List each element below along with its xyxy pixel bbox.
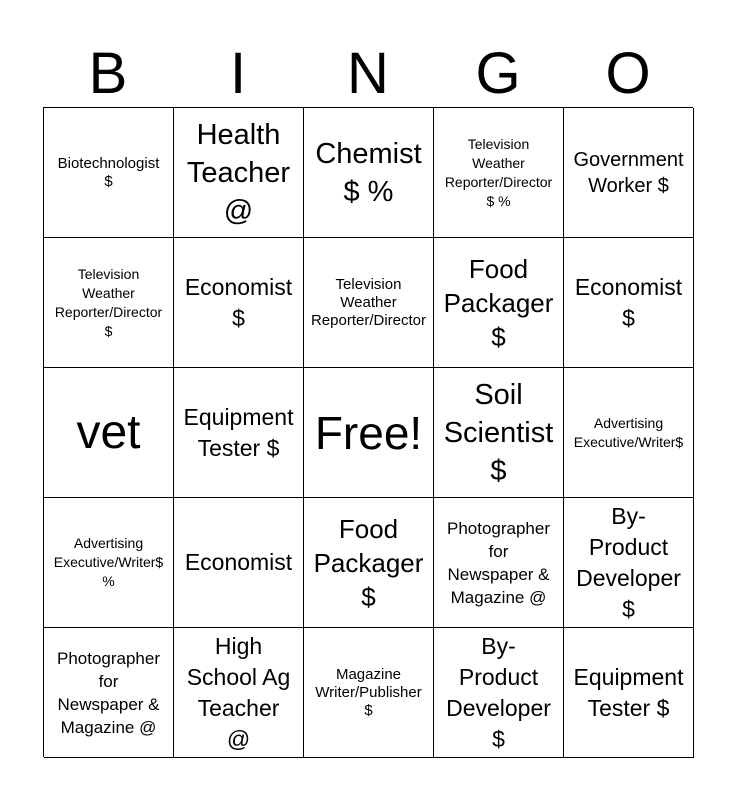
cell-text: Chemist $ % — [315, 137, 422, 208]
bingo-cell[interactable] — [434, 498, 564, 628]
cell-text: By- Product Developer $ — [446, 632, 551, 752]
cell-text: Advertising Executive/Writer$ % — [53, 535, 164, 589]
cell-text: Television Weather Reporter/Director $ — [54, 265, 163, 339]
header-letter-b: B — [88, 41, 128, 106]
cell-text: vet — [76, 405, 141, 459]
cell-text: Health Teacher @ — [186, 118, 291, 227]
bingo-cell[interactable] — [564, 628, 694, 758]
bingo-cell[interactable] — [44, 108, 174, 238]
cell-text: Soil Scientist $ — [443, 378, 554, 487]
cell-text: Magazine Writer/Publisher $ — [315, 665, 422, 719]
cell-text: Economist $ — [574, 273, 683, 331]
bingo-cell[interactable] — [434, 628, 564, 758]
bingo-cell[interactable] — [434, 368, 564, 498]
cell-text: Economist $ — [184, 273, 293, 331]
cell-text: Advertising Executive/Writer$ — [573, 414, 684, 450]
bingo-cell[interactable] — [304, 238, 434, 368]
bingo-cell[interactable] — [174, 368, 304, 498]
bingo-cell[interactable] — [434, 238, 564, 368]
header-letter-n: N — [347, 41, 389, 106]
bingo-cell[interactable] — [434, 108, 564, 238]
header-letter-o: O — [605, 41, 651, 106]
bingo-cell[interactable] — [564, 368, 694, 498]
header-letter-i: I — [229, 41, 247, 106]
bingo-cell[interactable] — [564, 238, 694, 368]
bingo-cell[interactable] — [564, 498, 694, 628]
bingo-cell[interactable] — [44, 628, 174, 758]
bingo-cell[interactable] — [174, 108, 304, 238]
bingo-header — [43, 42, 693, 106]
cell-text: Free! — [314, 406, 423, 459]
bingo-cell[interactable] — [174, 238, 304, 368]
bingo-cell[interactable] — [44, 498, 174, 628]
cell-text: Photographer for Newspaper & Magazine @ — [446, 518, 551, 607]
bingo-cell[interactable] — [304, 498, 434, 628]
free-space[interactable] — [304, 368, 434, 498]
cell-text: Photographer for Newspaper & Magazine @ — [56, 648, 161, 737]
cell-text: Equipment Tester $ — [573, 663, 684, 721]
bingo-cell[interactable] — [564, 108, 694, 238]
header-letter-g: G — [475, 41, 521, 106]
cell-text: Equipment Tester $ — [183, 403, 294, 461]
bingo-card — [43, 107, 693, 757]
cell-text: Economist — [184, 549, 293, 575]
cell-text: Television Weather Reporter/Director $ % — [444, 135, 553, 209]
bingo-cell[interactable] — [174, 628, 304, 758]
bingo-cell[interactable] — [304, 628, 434, 758]
cell-text: High School Ag Teacher @ — [186, 632, 291, 752]
bingo-cell[interactable] — [304, 108, 434, 238]
cell-text: Food Packager $ — [443, 253, 554, 352]
bingo-cell[interactable] — [44, 368, 174, 498]
cell-text: Food Packager $ — [313, 513, 424, 612]
cell-text: Government Worker $ — [573, 148, 684, 197]
cell-text: By- Product Developer $ — [576, 502, 681, 622]
cell-text: Biotechnologist $ — [57, 154, 160, 190]
bingo-cell[interactable] — [174, 498, 304, 628]
bingo-cell[interactable] — [44, 238, 174, 368]
cell-text: Television Weather Reporter/Director — [310, 275, 427, 329]
